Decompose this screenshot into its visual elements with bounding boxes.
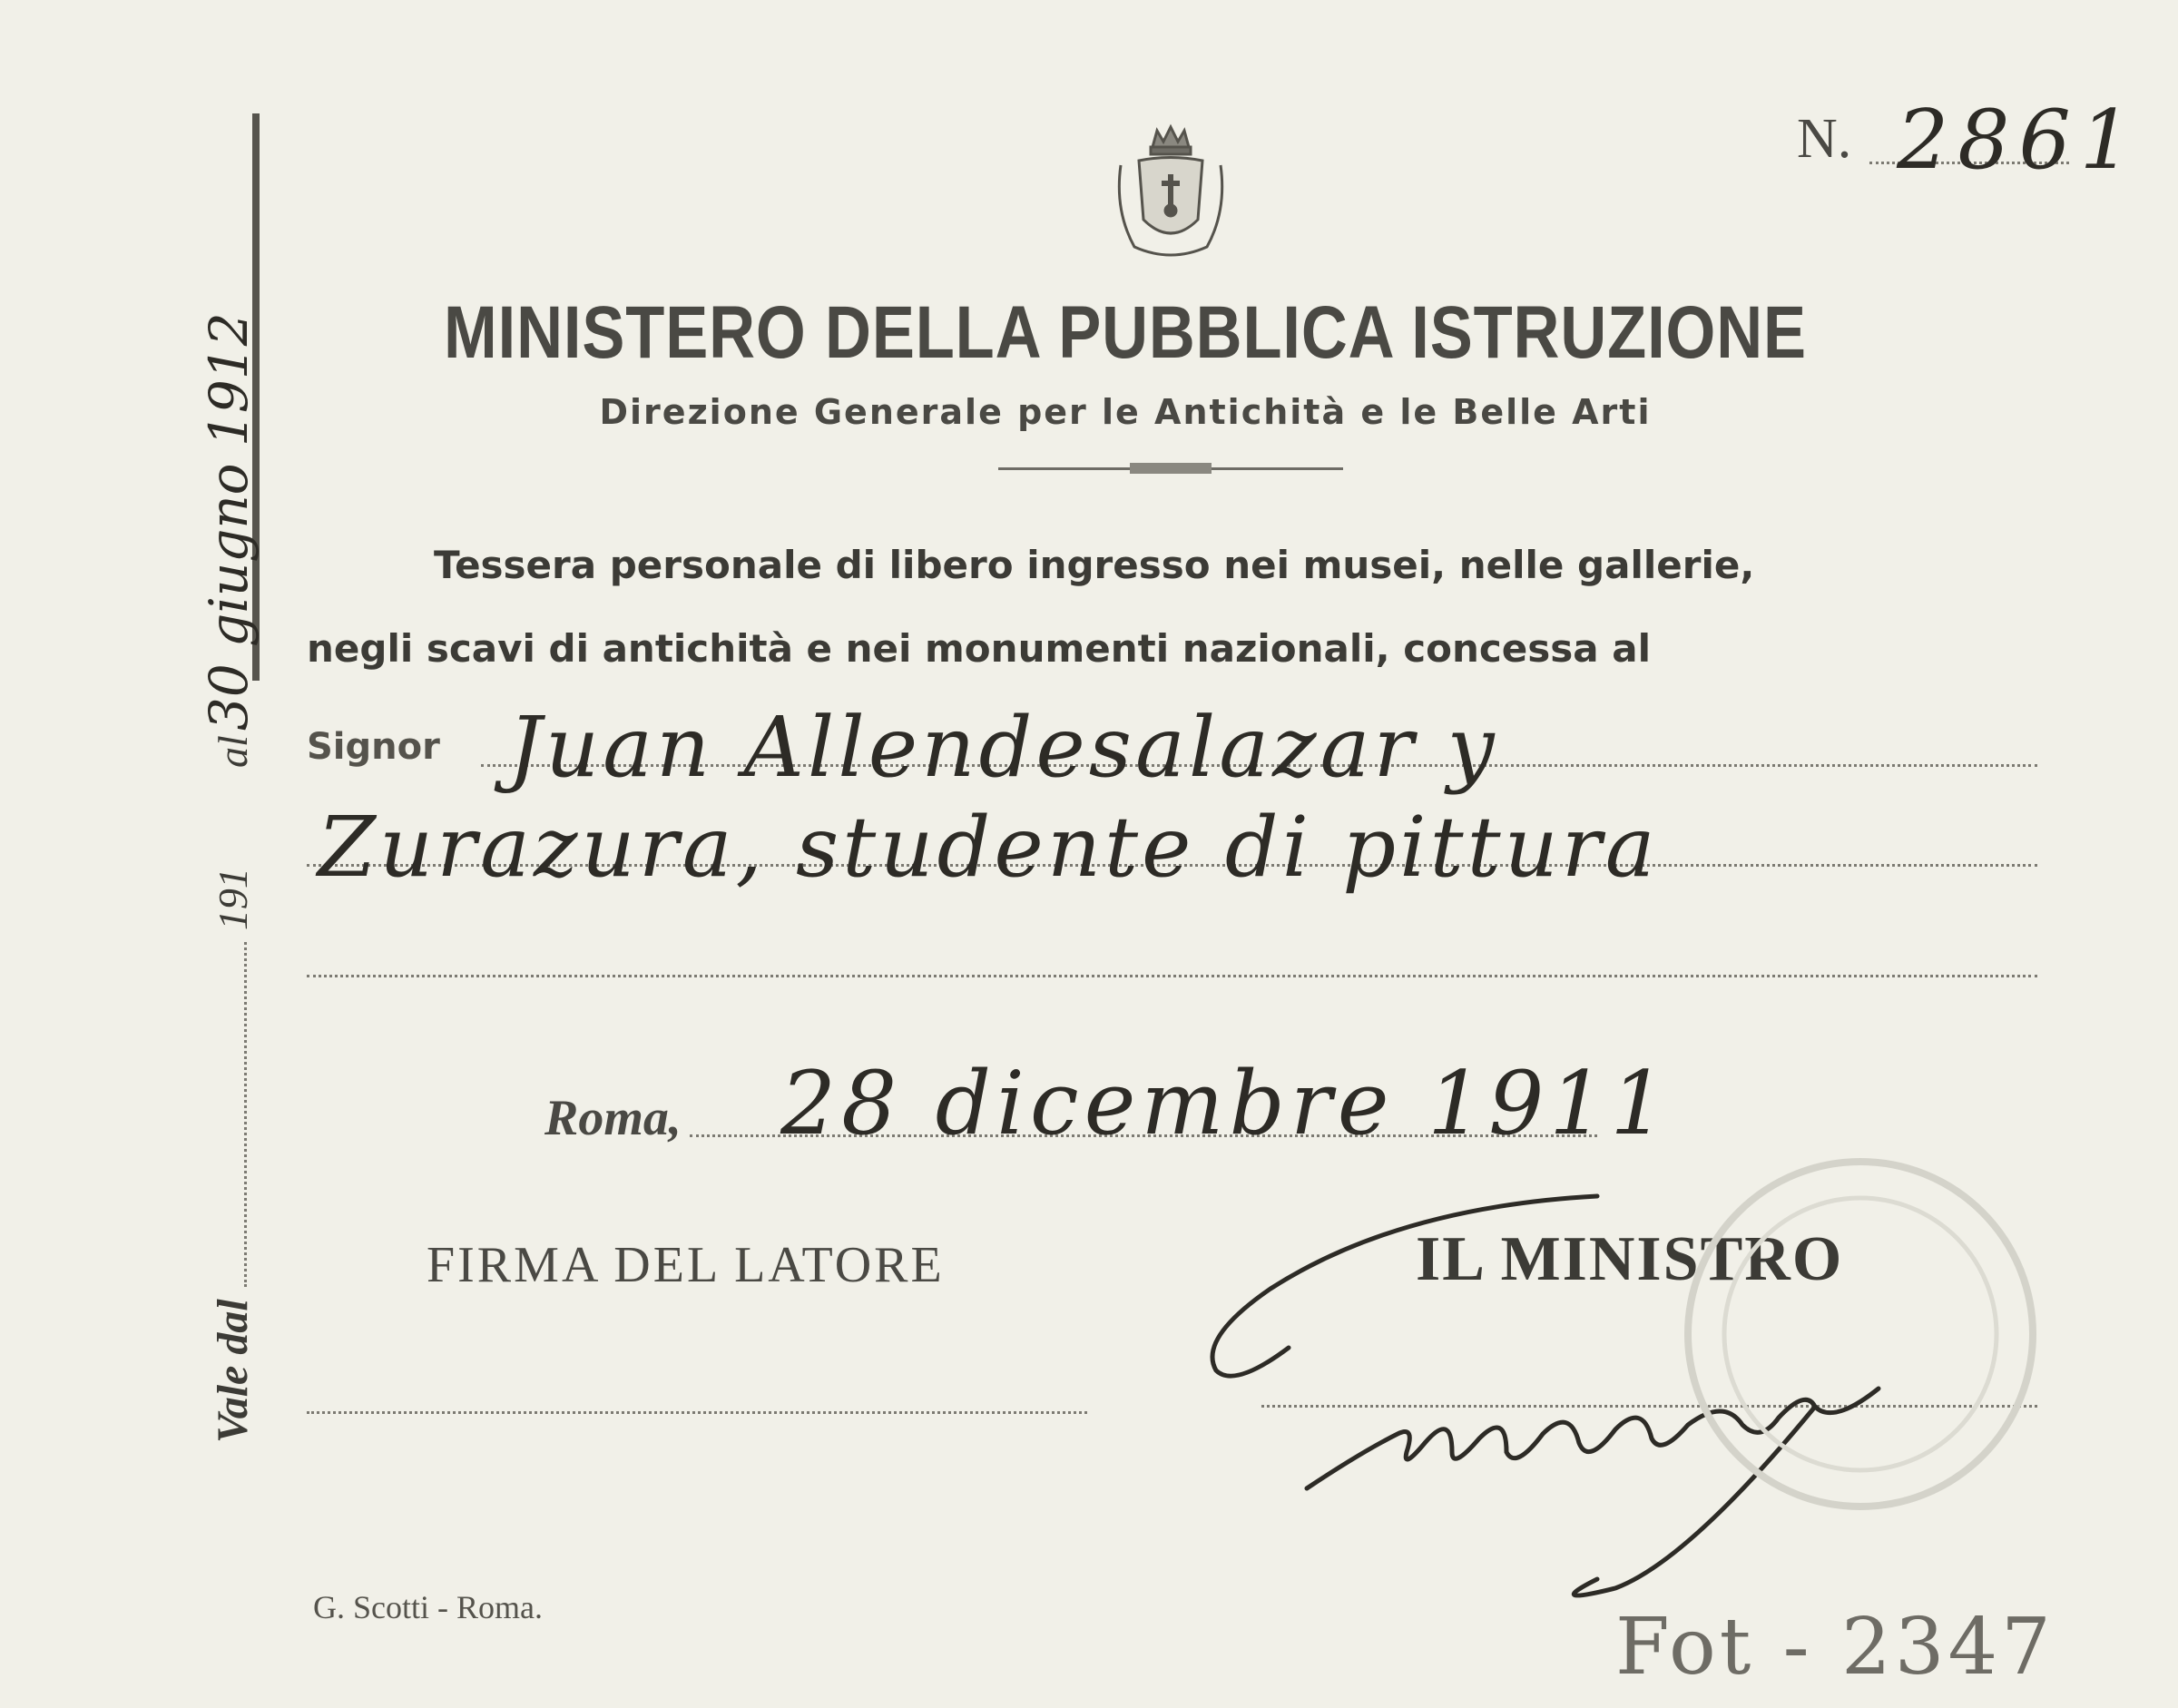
al-label: al	[210, 735, 256, 768]
body-text-line-1: Tessera personale di libero ingresso nei musei, nelle gallerie,	[434, 543, 1755, 587]
pass-number-handwritten: 2861	[1897, 93, 2142, 188]
validity-handwritten: 30 giugno 1912	[198, 312, 260, 731]
pass-number-label: N.	[1797, 108, 1852, 170]
bearer-signature-line	[307, 1411, 1087, 1414]
bearer-signature-label: FIRMA DEL LATORE	[427, 1237, 945, 1293]
vale-dal-label: Vale dal	[209, 1299, 257, 1443]
date-handwritten: 28 dicembre 1911	[780, 1053, 1672, 1154]
archive-number: Fot - 2347	[1615, 1602, 2055, 1693]
signor-label: Signor	[307, 726, 440, 768]
holder-name-line-2: Zurazura, studente di pittura	[318, 799, 1659, 896]
body-text-line-2: negli scavi di antichità e nei monumenti nazionali, concessa al	[307, 626, 1651, 671]
validity-vertical-text	[198, 82, 260, 1443]
place-label: Roma,	[544, 1090, 682, 1146]
embossed-seal	[1670, 1144, 2051, 1525]
coat-of-arms-icon	[1107, 120, 1234, 265]
printer-imprint: G. Scotti - Roma.	[313, 1589, 543, 1625]
ministry-subtitle: Direzione Generale per le Antichità e le Belle Arti	[599, 392, 1652, 432]
vale-dal-dotted-line	[244, 942, 247, 1287]
ministry-title: MINISTERO DELLA PUBBLICA ISTRUZIONE	[444, 291, 1807, 374]
year-printed: 191	[210, 868, 256, 931]
title-divider-ornament	[1130, 463, 1212, 474]
holder-name-line-1: Juan Allendesalazar y	[508, 699, 1498, 796]
minister-label: IL MINISTRO	[1416, 1224, 1844, 1294]
holder-dotted-line-3	[307, 975, 2037, 977]
